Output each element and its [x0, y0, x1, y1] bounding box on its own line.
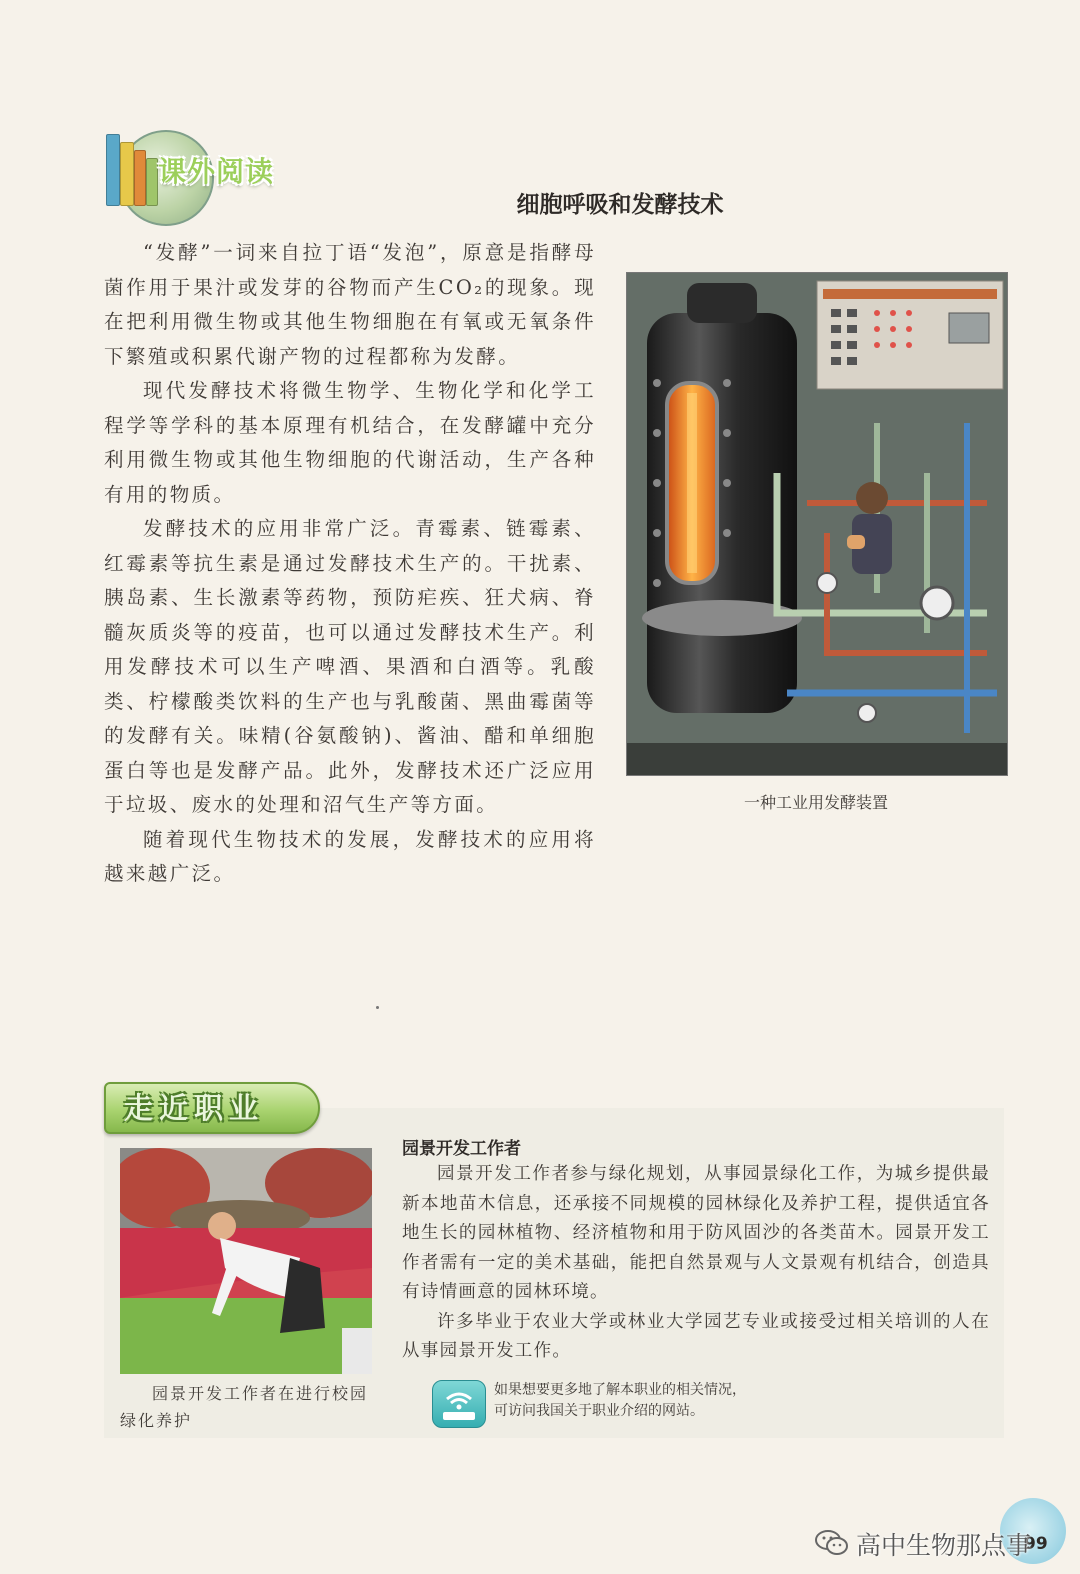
article-paragraph: 随着现代生物技术的发展，发酵技术的应用将越来越广泛。 [104, 827, 596, 885]
article-body [104, 236, 596, 892]
career-paragraph: 园景开发工作者参与绿化规划，从事园景绿化工作，为城乡提供最新本地苗木信息，还承接不同规模的园林绿化及养护工程，提供适宜各地生长的园林植物、经济植物和用于防风固沙的各类苗木。园景开发工作者需有一定的美术基础，能把自然景观与人文景观有机结合，创造具有诗情画意的园林环境。 [402, 1164, 990, 1302]
book-icon [120, 142, 134, 206]
fermenter-photo [626, 272, 1008, 776]
wifi-router-icon [432, 1380, 486, 1428]
article-paragraph: 现代发酵技术将微生物学、生物化学和化学工程学等学科的基本原理有机结合，在发酵罐中充分利用微生物或其他生物细胞的代谢活动，生产各种有用的物质。 [104, 379, 596, 506]
career-section-tab [104, 1082, 320, 1134]
career-body [402, 1160, 990, 1367]
career-note-line: 可访问我国关于职业介绍的网站。 [494, 1403, 704, 1419]
article-paragraph: 发酵技术的应用非常广泛。青霉素、链霉素、红霉素等抗生素是通过发酵技术生产的。干扰素、胰岛素、生长激素等药物，预防疟疾、狂犬病、脊髓灰质炎等的疫苗，也可以通过发酵技术生产。利用发酵技术可以生产啤酒、果酒和白酒等。乳酸类、柠檬酸类饮料的生产也与乳酸菌、黑曲霉菌等的发酵有关。味精(谷氨酸钠)、酱油、醋和单细胞蛋白等也是发酵产品。此外，发酵技术还广泛应用于垃圾、废水的处理和沼气生产等方面。 [104, 517, 596, 816]
career-note-line: 如果想要更多地了解本职业的相关情况， [494, 1382, 746, 1398]
reading-section-badge [100, 128, 300, 218]
fermenter-photo-caption: 一种工业用发酵装置 [743, 793, 888, 812]
career-tab-label: 走近职业 [124, 1091, 265, 1125]
book-icon [106, 134, 120, 206]
landscaping-photo [120, 1148, 372, 1374]
career-heading: 园景开发工作者 [402, 1139, 521, 1159]
book-icon [134, 150, 146, 206]
article-paragraph: “发酵”一词来自拉丁语“发泡”，原意是指酵母菌作用于果汁或发芽的谷物而产生CO₂的现象。现在把利用微生物或其他生物细胞在有氧或无氧条件下繁殖或积累代谢产物的过程都称为发酵。 [104, 241, 596, 368]
wechat-icon [814, 1528, 850, 1558]
print-speck [376, 1006, 379, 1009]
reading-badge-label: 课外阅读 [158, 155, 275, 188]
book-icon [146, 158, 158, 206]
watermark-text: 高中生物那点事 [856, 1531, 1032, 1560]
landscaping-photo-caption: 园景开发工作者在进行校园绿化养护 [120, 1384, 369, 1430]
career-paragraph: 许多毕业于农业大学或林业大学园艺专业或接受过相关培训的人在从事园景开发工作。 [402, 1311, 990, 1361]
article-title: 细胞呼吸和发酵技术 [516, 192, 724, 218]
career-note [494, 1380, 834, 1422]
page-number: 99 [1024, 1534, 1048, 1554]
